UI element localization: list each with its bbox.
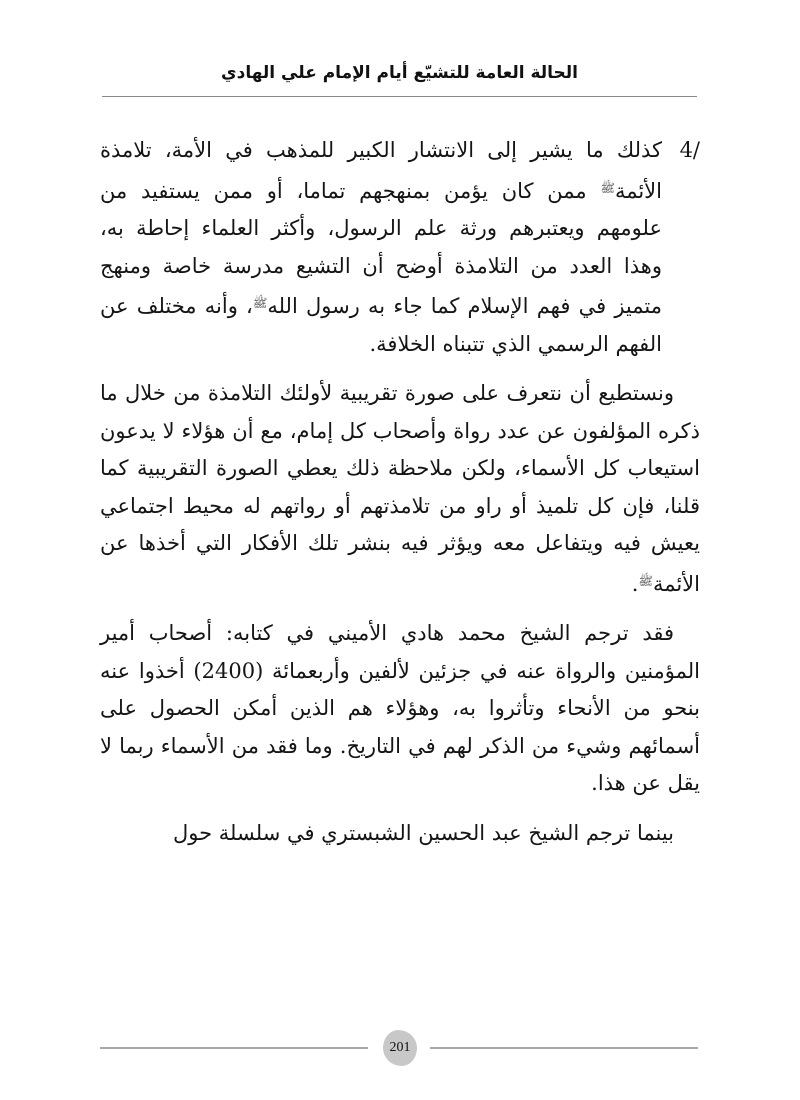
paragraph-1-end: . [631,571,639,596]
footer-divider-left [100,1047,368,1049]
paragraph-1-text: ونستطيع أن نتعرف على صورة تقريبية لأولئك التلامذة من خلال ما ذكره المؤلفون عن عدد رواة وأصحاب كل إمام، مع أن هؤلاء لا يدعون استيعاب كل الأسماء، ولكن ملاحظة ذلك يعطي الصورة التقريبية كما قلنا، فإن كل تلميذ أو راو من تلامذتهم أو رواتهم له محيط اجتماعي يعيش فيه ويتفاعل معه ويؤثر فيه بنشر تلك الأفكار التي أخذها عن الأئمة [100,381,700,596]
paragraph-3: بينما ترجم الشيخ عبد الحسين الشبستري في سلسلة حول [173,820,674,845]
page-body [100,132,700,864]
list-item-4 [100,132,700,363]
honorific-symbol-icon: ﷺ [600,180,615,195]
page-number-badge [383,1030,417,1066]
salawat-symbol-icon: ﷺ [252,296,268,310]
paragraph-1 [100,375,700,603]
list-item-text-part-1: كذلك ما يشير إلى الانتشار الكبير للمذهب في الأمة، تلامذة الأئمة [100,138,662,203]
list-item-text-part-2: ممن كان يؤمن بمنهجهم تماما، أو ممن يستفيد من علومهم ويعتبرهم ورثة علم الرسول، وأكثر العلماء إحاطة به، وهذا العدد من التلامذة أوضح أن التشيع مدرسة خاصة ومنهج متميز في فهم الإسلام كما جاء به رسول الله [100,178,662,318]
list-marker: 4/ [679,138,700,162]
list-item-text-part-3: ، وأنه مختلف عن الفهم الرسمي الذي تتبناه الخلافة. [100,294,662,356]
paragraph-2: فقد ترجم الشيخ محمد هادي الأميني في كتابه: أصحاب أمير المؤمنين والرواة عنه في جزئين لألفين وأربعمائة (2400) أخذوا عنه بنحو من الأنحاء وتأثروا به، وهؤلاء هم الذين أمكن الحصول على أسمائهم وشيء من الذكر لهم في التاريخ. وما فقد من الأسماء ربما لا يقل عن هذا. [100,621,701,795]
running-header-title: الحالة العامة للتشيّع أيام الإمام علي الهادي [221,63,578,83]
page-number: 201 [389,1040,411,1055]
page-footer [100,1030,698,1066]
honorific-symbol-icon: ﷺ [638,573,653,588]
footer-divider-right [430,1047,698,1049]
header-divider [102,96,697,97]
